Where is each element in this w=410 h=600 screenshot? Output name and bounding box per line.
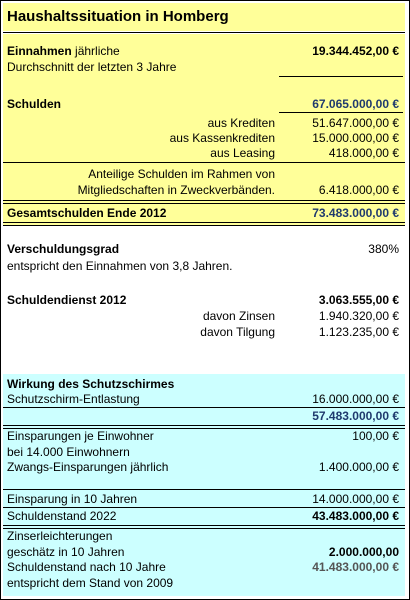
divider — [3, 162, 405, 163]
einsparung-label-2: bei 14.000 Einwohnern — [7, 445, 130, 459]
leasing-value: 418.000,00 € — [328, 146, 399, 160]
einnahmen-label: Einnahmen — [7, 44, 72, 58]
divider — [3, 507, 405, 508]
title-section — [3, 3, 405, 31]
schuldendienst-value: 3.063.555,00 € — [318, 293, 399, 307]
zinsen-label: davon Zinsen — [202, 309, 275, 323]
zinsen-value: 1.940.320,00 € — [318, 309, 399, 323]
verschuldungsgrad-label: Verschuldungsgrad — [7, 242, 120, 256]
underline — [279, 112, 403, 113]
underline — [279, 76, 403, 77]
zwang-value: 1.400.000,00 € — [318, 460, 399, 474]
nach10-value: 41.483.000,00 € — [312, 560, 399, 574]
nach10-label: Schuldenstand nach 10 Jahre — [7, 560, 166, 574]
kassenkredite-value: 15.000.000,00 € — [312, 131, 399, 145]
schuldendienst-label: Schuldendienst 2012 — [7, 293, 127, 307]
stand2009-label: entspricht dem Stand von 2009 — [7, 576, 174, 590]
ein10-label: Einsparung in 10 Jahren — [7, 492, 138, 506]
zins-label-1: Zinserleichterungen — [7, 529, 113, 543]
einsparung-label-1: Einsparungen je Einwohner — [7, 429, 154, 443]
rest-value: 57.483.000,00 € — [312, 409, 399, 423]
anteilig-value: 6.418.000,00 € — [318, 183, 399, 197]
kredite-label: aus Krediten — [207, 116, 275, 130]
anteilig-label-2: Mitgliedschaften in Zweckverbänden. — [77, 183, 275, 197]
einnahmen-label-rest: jährliche — [71, 44, 120, 58]
schulden-section — [3, 34, 405, 226]
einnahmen-value: 19.344.452,00 € — [312, 44, 399, 58]
zins-label-2: geschätz in 10 Jahren — [7, 545, 125, 559]
schulden-label: Schulden — [7, 97, 62, 111]
double-divider — [3, 200, 405, 204]
stand2022-value: 43.483.000,00 € — [312, 509, 399, 523]
verschuldungsgrad-sub: entspricht den Einnahmen von 3,8 Jahren. — [7, 259, 233, 273]
kredite-value: 51.647.000,00 € — [312, 116, 399, 130]
entlastung-label: Schutzschirm-Entlastung — [7, 392, 140, 406]
zins-value: 2.000.000,00 — [328, 545, 399, 559]
ein10-value: 14.000.000,00 € — [312, 492, 399, 506]
kassenkredite-label: aus Kassenkrediten — [169, 131, 275, 145]
divider — [3, 489, 405, 490]
einnahmen-sub: Durchschnitt der letzten 3 Jahre — [7, 60, 177, 74]
verschuldungsgrad-value: 380% — [368, 242, 399, 256]
divider — [3, 32, 405, 33]
gesamt-label: Gesamtschulden Ende 2012 — [7, 206, 167, 220]
anteilig-label-1: Anteilige Schulden im Rahmen von — [88, 167, 275, 181]
divider — [3, 407, 405, 408]
entlastung-value: 16.000.000,00 € — [312, 392, 399, 406]
einsparung-value: 100,00 € — [352, 429, 399, 443]
stand2022-label: Schuldenstand 2022 — [7, 509, 117, 523]
leasing-label: aus Leasing — [210, 146, 275, 160]
wirkung-label: Wirkung des Schutzschirmes — [7, 377, 175, 391]
zwang-label: Zwangs-Einsparungen jährlich — [7, 460, 169, 474]
verschuldung-section — [3, 226, 405, 374]
tilgung-value: 1.123.235,00 € — [318, 325, 399, 339]
wirkung-section — [3, 374, 405, 596]
gesamt-value: 73.483.000,00 € — [312, 206, 399, 220]
tilgung-label: davon Tilgung — [200, 325, 275, 339]
schulden-total: 67.065.000,00 € — [312, 97, 399, 111]
page-title: Haushaltssituation in Homberg — [7, 8, 229, 25]
